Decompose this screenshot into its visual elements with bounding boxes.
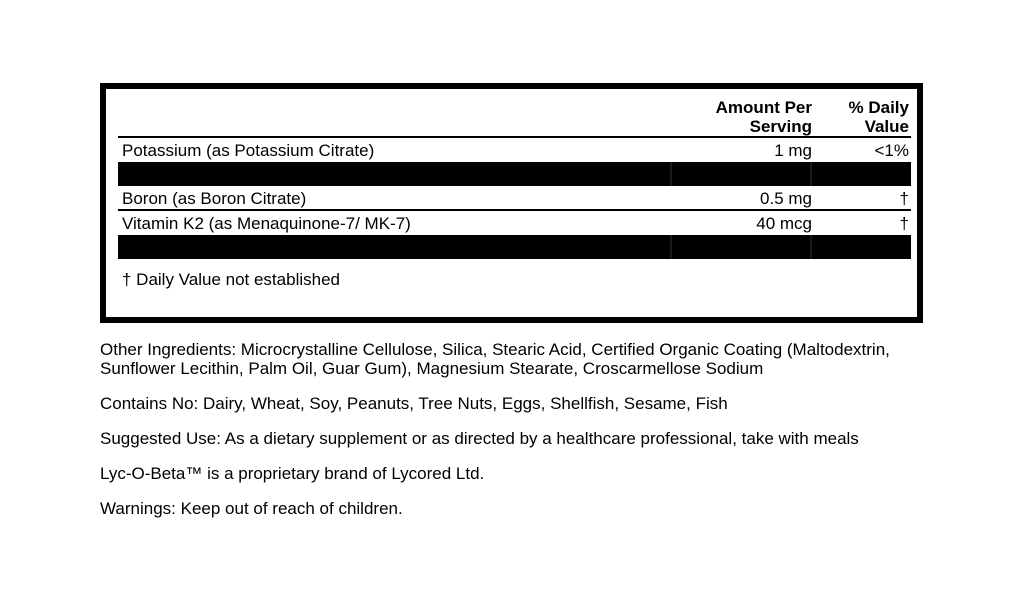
header-divider bbox=[118, 136, 911, 138]
suggested-use: Suggested Use: As a dietary supplement or as directed by a healthcare professional, take with meals bbox=[100, 429, 859, 448]
nutrient-name: Potassium (as Potassium Citrate) bbox=[122, 141, 375, 160]
supplement-facts-panel bbox=[100, 83, 923, 323]
nutrient-name: Boron (as Boron Citrate) bbox=[122, 189, 307, 208]
divider-bar bbox=[118, 235, 911, 259]
nutrient-daily-value: † bbox=[899, 214, 909, 233]
table-header bbox=[118, 98, 911, 138]
brand-note: Lyc-O-Beta™ is a proprietary brand of Lycored Ltd. bbox=[100, 464, 485, 483]
amount-per-serving-header: Amount Per Serving bbox=[715, 98, 812, 136]
other-ingredients: Other Ingredients: Microcrystalline Cellulose, Silica, Stearic Acid, Certified Organic Coating (Maltodextrin, Sunflower Lecithin, Palm Oil, Guar Gum), Magnesium Stearate, Croscarmellose Sodium bbox=[100, 340, 890, 378]
warnings: Warnings: Keep out of reach of children. bbox=[100, 499, 403, 518]
nutrient-amount: 0.5 mg bbox=[760, 189, 812, 208]
contains-no: Contains No: Dairy, Wheat, Soy, Peanuts, Tree Nuts, Eggs, Shellfish, Sesame, Fish bbox=[100, 394, 728, 413]
nutrient-amount: 1 mg bbox=[774, 141, 812, 160]
nutrient-daily-value: <1% bbox=[874, 141, 909, 160]
nutrient-amount: 40 mcg bbox=[756, 214, 812, 233]
footnote: † Daily Value not established bbox=[122, 270, 340, 289]
divider-bar bbox=[118, 162, 911, 186]
daily-value-header: % Daily Value bbox=[848, 98, 909, 136]
row-divider bbox=[118, 209, 911, 211]
nutrient-daily-value: † bbox=[899, 189, 909, 208]
nutrient-name: Vitamin K2 (as Menaquinone-7/ MK-7) bbox=[122, 214, 411, 233]
